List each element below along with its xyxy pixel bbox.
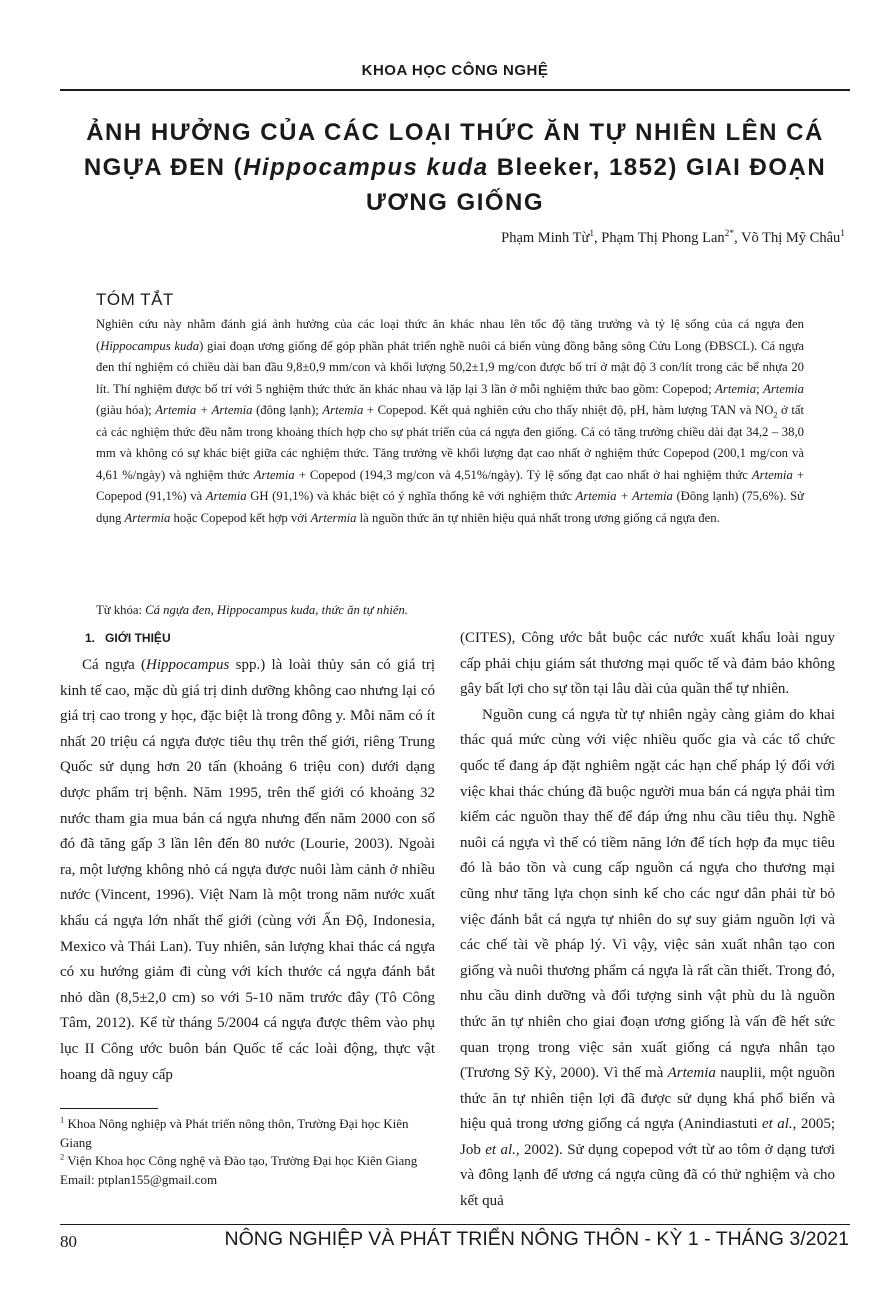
footnote-marker: 2 xyxy=(60,1151,65,1162)
abstract-italic: Artemia xyxy=(763,381,804,396)
author-2-affiliation: 2* xyxy=(724,229,735,240)
abstract-italic: Artermia xyxy=(310,510,357,525)
journal-section-header: KHOA HỌC CÔNG NGHỆ xyxy=(361,62,549,79)
abstract-text: (đông lạnh); xyxy=(252,403,323,417)
abstract-italic: Artemia xyxy=(322,403,364,417)
abstract-text: ) giai đoạn ương giống để góp phần phát triển nghề nuôi cá biển vùng đồng bằng sông Cửu Long (ĐBSCL). Cá ngựa đen thí nghiệm có chiều dài ban đầu 9,8±0,9 mm/con và khối lượng 50,2±1,9 mg/con được bố trí ở mật độ 3 con/lít trong các bể nhựa 20 lít. Thí nghiệm được bố trí với 5 nghiệm thức thức ăn khác nhau và lặp lại 3 lần ở mỗi nghiệm thức bao gồm: Copepod; xyxy=(96,338,804,396)
journal-name: NÔNG NGHIỆP VÀ PHÁT TRIỂN NÔNG THÔN - KỲ 1 - THÁNG 3/2021 xyxy=(224,1228,849,1250)
abstract-italic: Artemia xyxy=(205,489,247,503)
footnote-email: Email: ptplan155@gmail.com xyxy=(60,1171,218,1187)
header-rule xyxy=(60,89,850,91)
authors xyxy=(501,230,845,247)
abstract-heading: TÓM TẮT xyxy=(96,290,174,309)
abstract-body xyxy=(96,314,804,529)
abstract-subscript: 2 xyxy=(773,410,778,420)
page-number: 80 xyxy=(60,1232,77,1251)
abstract-italic: Artemia xyxy=(751,467,793,482)
author-1-affiliation: 1 xyxy=(589,229,595,240)
abstract-text: + Copepod (91,1%) và xyxy=(96,467,805,503)
title-species: Hippocampus kuda xyxy=(243,154,489,181)
footer-rule xyxy=(60,1224,850,1225)
abstract-italic: Artemia xyxy=(715,381,757,396)
abstract-text: (Đông lạnh) (75,6%). Sử dụng xyxy=(96,489,804,525)
abstract-text: GH (91,1%) và khác biệt có ý nghĩa thống kê với nghiệm thức xyxy=(246,489,576,503)
abstract-text: hoặc Copepod kết hợp với xyxy=(170,510,311,525)
abstract-italic: Artemia xyxy=(253,467,295,482)
body-italic: et al. xyxy=(485,1141,516,1158)
body-text: Cá ngựa ( xyxy=(82,657,147,673)
abstract-text: + Copepod. Kết quả nghiên cứu cho thấy nhiệt độ, pH, hàm lượng TAN và NO xyxy=(363,403,774,417)
author-1: Phạm Minh Từ xyxy=(501,230,590,246)
abstract-italic: Hippocampus kuda xyxy=(100,338,200,353)
abstract-italic: Artermia xyxy=(124,510,171,525)
body-text: Nguồn cung cá ngựa từ tự nhiên ngày càng giảm do khai thác quá mức cùng với việc nhiều quốc gia và các tổ chức quốc tế đang áp đặt nghiêm ngặt các hạn chế pháp lý đối với việc khai thác chúng đã buộc người mua bán cá ngựa phải tìm kiếm các nguồn thay thế để đáp ứng nhu cầu tiêu thụ. Nghề nuôi cá ngựa vì thế có tiềm năng lớn để tích hợp đa mục tiêu đó là bảo tồn và cung cấp nguồn cá ngựa cho thương mại cũng như tăng lựa chọn sinh kế cho các ngư dân phải từ bỏ việc đánh bắt cá ngựa tự nhiên do sự suy giảm nguồn lợi và các chế tài về pháp lý. Vì vậy, việc sản xuất nhân tạo con giống và nuôi thương phẩm cá ngựa là rất cần thiết. Trong đó, nhu cầu dinh dưỡng và đối tượng sinh vật phù du là nguồn thức ăn tự nhiên cho giai đoạn ương giống là vấn đề hết sức quan trọng trong việc sản xuất giống cá ngựa nhân tạo (Trương Sỹ Kỳ, 2000). Vì thế mà xyxy=(460,706,835,1082)
footnote-text: Khoa Nông nghiệp và Phát triển nông thôn, Trường Đại học Kiên Giang xyxy=(60,1116,409,1150)
author-2: Phạm Thị Phong Lan xyxy=(601,230,725,246)
abstract-text: ; xyxy=(756,381,764,396)
footnote-marker: 1 xyxy=(60,1114,65,1125)
author-3-affiliation: 1 xyxy=(840,229,845,240)
abstract-italic: Artemia + Artemia xyxy=(575,489,673,503)
body-text: spp.) là loài thủy sản có giá trị kinh tế cao, mặc dù giá trị dinh dưỡng không cao nhưng lại có giá trị cao trong y học, đặc biệt là trong đông y. Mỗi năm có ít nhất 20 triệu cá ngựa được tiêu thụ trên thế giới, riêng Trung Quốc sử dụng hơn 20 tấn (khoảng 6 triệu con) dưới dạng dược phẩm trị bệnh. Năm 1995, trên thế giới có khoảng 32 nước tham gia mua bán cá ngựa nhưng đến năm 2000 con số đó đã tăng gấp 3 lần lên đến 80 nước (Lourie, 2003). Ngoài ra, một lượng không nhỏ cá ngựa được nuôi làm cảnh ở nhiều nước (Vincent, 1996). Việt Nam là một trong năm nước xuất khẩu cá ngựa lớn nhất thế giới (cùng với Ấn Độ, Indonesia, Mexico và Thái Lan). Tuy nhiên, sản lượng khai thác cá ngựa có xu hướng giảm đi cùng với kích thước cá ngựa đánh bắt nhỏ dần (8,5±2,0 cm) so với 5-10 năm trước đây (Tô Công Tâm, 2012). Kể từ tháng 5/2004 cá ngựa được thêm vào phụ lục II Công ước buôn bán Quốc tế các loài động, thực vật hoang dã nguy cấp xyxy=(60,657,435,1083)
footnotes xyxy=(60,1115,440,1189)
body-italic: et al. xyxy=(762,1116,793,1133)
footnote-1 xyxy=(60,1115,440,1152)
left-column xyxy=(60,626,435,1088)
body-text: , 2005; Job xyxy=(460,1116,836,1158)
section-heading xyxy=(85,629,435,647)
author-3: Võ Thị Mỹ Châu xyxy=(741,230,841,246)
footnote-rule xyxy=(60,1108,158,1109)
title-part-2: Bleeker, 1852) GIAI ĐOẠN ƯƠNG GIỐNG xyxy=(365,154,827,216)
keywords-label: Từ khóa: xyxy=(96,603,146,617)
body-text: nauplii, một nguồn thức ăn tự nhiên tiện lợi đã được sử dụng khá phổ biến và hiệu quả trong ương giống cá ngựa (Anindiastuti xyxy=(460,1065,835,1133)
author-separator: , xyxy=(594,230,602,246)
abstract-text: (giàu hóa); xyxy=(96,403,156,417)
body-italic: Artemia xyxy=(667,1065,716,1082)
section-title: GIỚI THIỆU xyxy=(105,631,171,645)
keywords xyxy=(96,603,804,618)
abstract-text: Nghiên cứu này nhằm đánh giá ảnh hưởng của các loại thức ăn khác nhau lên tốc độ tăng trưởng và tỷ lệ sống của cá ngựa đen ( xyxy=(96,317,804,353)
footnote-2 xyxy=(60,1152,440,1171)
intro-paragraph-continued: (CITES), Công ước bắt buộc các nước xuất khẩu loài nguy cấp phải chịu giám sát thương mại quốc tế và đảm bảo không gây bất lợi cho sự tồn tại lâu dài của quần thể tự nhiên. xyxy=(460,630,835,698)
author-separator: , xyxy=(734,230,742,246)
keywords-list: Cá ngựa đen, Hippocampus kuda, thức ăn tự nhiên. xyxy=(145,603,409,617)
body-text: , 2002). Sử dụng copepod vớt từ ao tôm ở dạng tươi và đông lạnh để ương cá ngựa cũng đã có thử nghiệm và cho kết quả xyxy=(460,1141,835,1210)
abstract-text: + Copepod (194,3 mg/con và 4,51%/ngày). Tỷ lệ sống đạt cao nhất ở hai nghiệm thức xyxy=(294,467,752,482)
right-column xyxy=(460,626,835,1215)
abstract-paragraph xyxy=(96,314,804,529)
title-part-1: ẢNH HƯỞNG CỦA CÁC LOẠI THỨC ĂN TỰ NHIÊN LÊN CÁ NGỰA ĐEN ( xyxy=(83,119,824,181)
abstract-text: là nguồn thức ăn tự nhiên hiệu quả nhất trong ương giống cá ngựa đen. xyxy=(356,510,720,525)
body-italic: Hippocampus xyxy=(146,657,230,673)
abstract-italic: Artemia + Artemia xyxy=(155,403,253,417)
intro-paragraph-1 xyxy=(60,653,435,1088)
abstract-text: ở tất cả các nghiệm thức đều nằm trong khoảng thích hợp cho sự phát triển của cá ngựa đen giống. Cá có tăng trưởng chiều dài đạt 34,2 – 38,0 mm và không có sự khác biệt giữa các nghiệm thức. Tăng trưởng về khối lượng đạt cao nhất ở nghiệm thức Copepod (200,1 mg/con và 4,61 %/ngày) và nghiệm thức xyxy=(96,403,805,482)
article-title xyxy=(60,115,850,220)
footnote-text: Viện Khoa học Công nghệ và Đào tạo, Trường Đại học Kiên Giang xyxy=(64,1153,418,1168)
section-number: 1. xyxy=(85,631,96,645)
intro-paragraph-2 xyxy=(460,703,835,1215)
